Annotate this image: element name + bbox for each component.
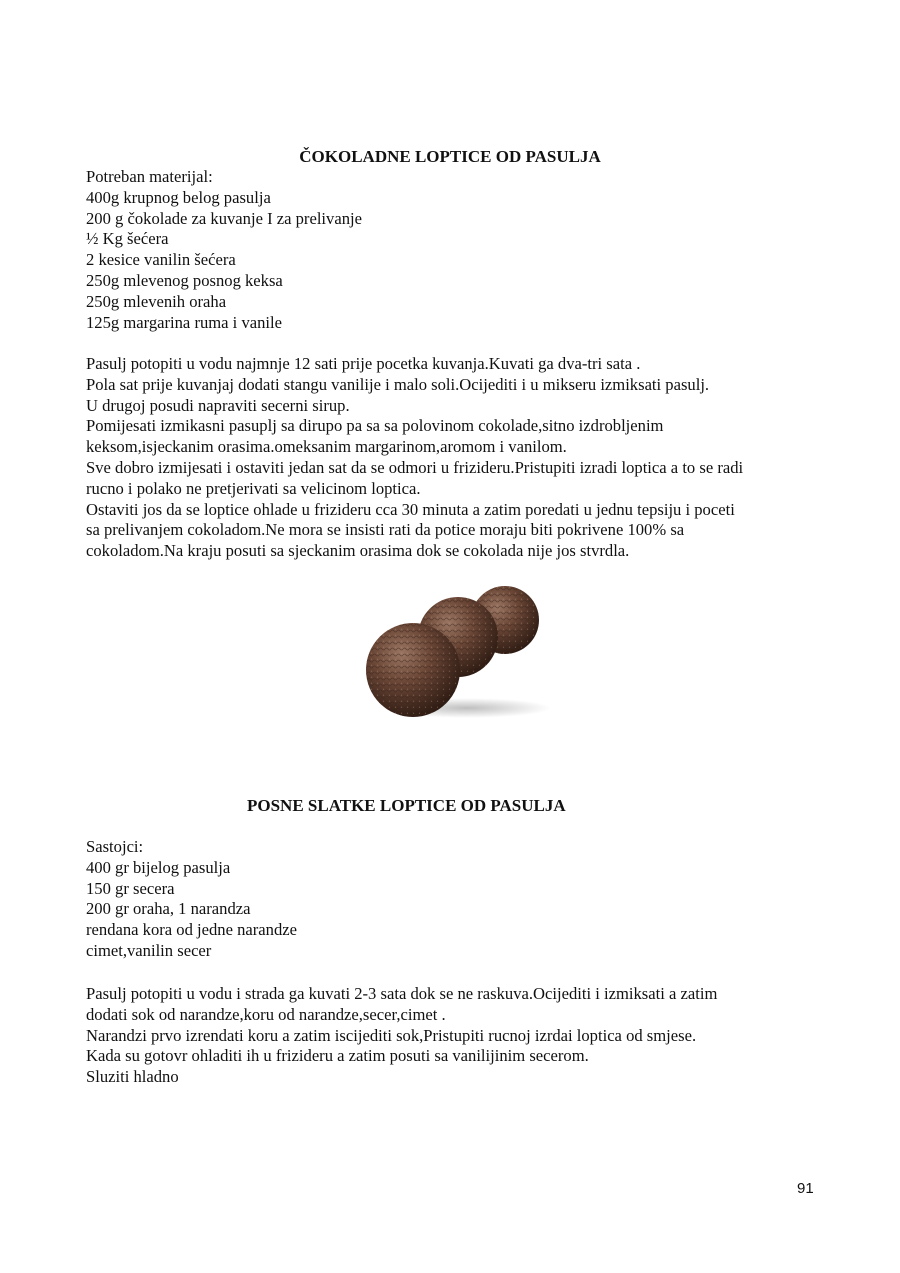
ingredient-line: 250g mlevenih oraha bbox=[86, 291, 227, 311]
recipe2-instructions bbox=[86, 984, 826, 1088]
chocolate-balls-photo bbox=[355, 580, 555, 730]
ingredient-line: 200 gr oraha, 1 narandza bbox=[86, 899, 251, 919]
instruction-line: U drugoj posudi napraviti secerni sirup. bbox=[86, 395, 350, 415]
recipe2-title: POSNE SLATKE LOPTICE OD PASULJA bbox=[247, 796, 566, 815]
instruction-line: Sve dobro izmijesati i ostaviti jedan sat da se odmori u frizideru.Pristupiti izradi loptica a to se radi bbox=[86, 457, 744, 477]
instruction-line: sa prelivanjem cokoladom.Ne mora se insisti rati da potice moraju biti pokrivene 100% sa bbox=[86, 520, 685, 540]
ingredient-line: rendana kora od jedne narandze bbox=[86, 920, 297, 940]
instruction-line: Pasulj potopiti u vodu najmnje 12 sati prije pocetka kuvanja.Kuvati ga dva-tri sata . bbox=[86, 354, 641, 373]
ingredient-line: 400g krupnog belog pasulja bbox=[86, 187, 271, 207]
instruction-line: Kada su gotovr ohladiti ih u frizideru a zatim posuti sa vanilijinim secerom. bbox=[86, 1046, 589, 1066]
instruction-line: Pomijesati izmikasni pasuplj sa dirupo pa sa sa polovinom cokolade,sitno izdrobljenim bbox=[86, 416, 664, 436]
ingredient-line: 150 gr secera bbox=[86, 878, 175, 898]
ingredient-line: 250g mlevenog posnog keksa bbox=[86, 270, 283, 290]
instruction-line: dodati sok od narandze,koru od narandze,secer,cimet . bbox=[86, 1004, 446, 1024]
instruction-line: Pola sat prije kuvanjaj dodati stangu vanilije i malo soli.Ocijediti i u mikseru izmiksati pasulj. bbox=[86, 374, 710, 394]
ingredient-line: 2 kesice vanilin šećera bbox=[86, 250, 236, 270]
instruction-line: keksom,isjeckanim orasima.omeksanim margarinom,aromom i vanilom. bbox=[86, 437, 567, 457]
ingredient-line: cimet,vanilin secer bbox=[86, 940, 212, 960]
recipe2-ingredients bbox=[86, 837, 826, 962]
instruction-line: Pasulj potopiti u vodu i strada ga kuvati 2-3 sata dok se ne raskuva.Ocijediti i izmiksati a zatim bbox=[86, 984, 718, 1003]
page-number: 91 bbox=[797, 1180, 814, 1197]
ingredient-line: ½ Kg šećera bbox=[86, 229, 169, 249]
ingredient-line: 125g margarina ruma i vanile bbox=[86, 312, 282, 332]
recipe1-instructions bbox=[86, 354, 826, 562]
ingredient-line: 200 g čokolade za kuvanje I za prelivanje bbox=[86, 208, 362, 228]
recipe2-ingredients-label: Sastojci: bbox=[86, 837, 144, 856]
recipe1-ingredients-label: Potreban materijal: bbox=[86, 167, 213, 186]
recipe1-title: ČOKOLADNE LOPTICE OD PASULJA bbox=[299, 147, 601, 166]
instruction-line: rucno i polako ne pretjerivati sa velicinom loptica. bbox=[86, 478, 421, 498]
instruction-line: Ostaviti jos da se loptice ohlade u frizideru cca 30 minuta a zatim poredati u jednu tepsiju i poceti bbox=[86, 499, 735, 519]
recipe1-ingredients bbox=[86, 167, 826, 333]
instruction-line: Narandzi prvo izrendati koru a zatim iscijediti sok,Pristupiti rucnoj izrdai loptica od smjese. bbox=[86, 1025, 697, 1045]
ingredient-line: 400 gr bijelog pasulja bbox=[86, 857, 231, 877]
instruction-line: cokoladom.Na kraju posuti sa sjeckanim orasima dok se cokolada nije jos stvrdla. bbox=[86, 541, 630, 561]
instruction-line: Sluziti hladno bbox=[86, 1067, 179, 1087]
